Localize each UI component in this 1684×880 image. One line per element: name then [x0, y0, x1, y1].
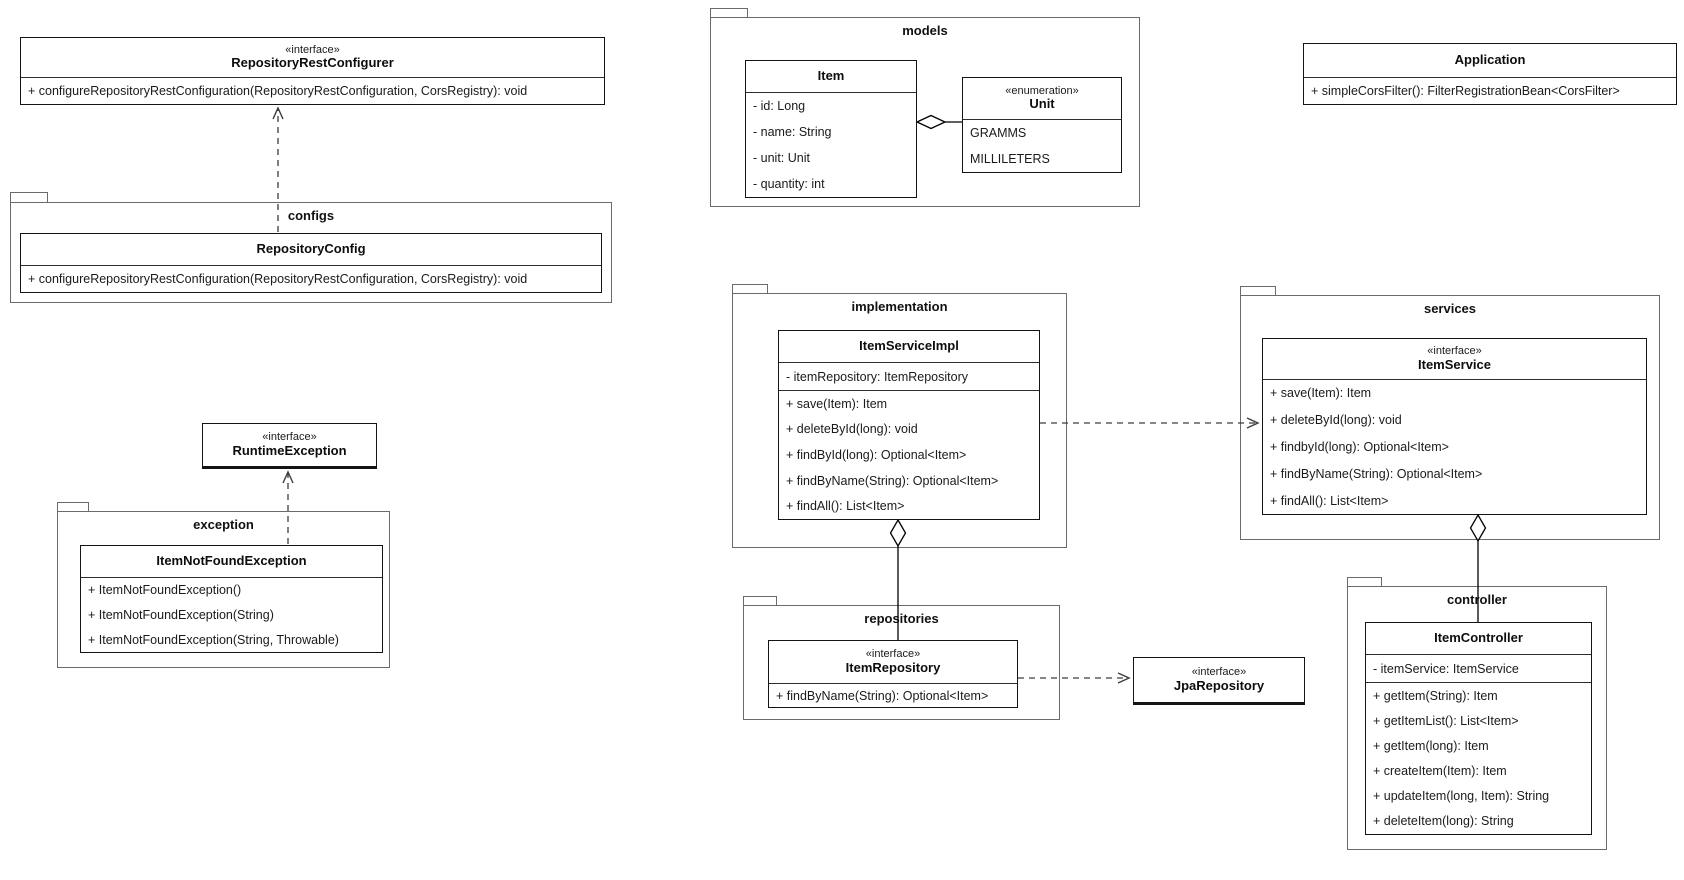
- package-tab-models: [710, 8, 748, 17]
- stereotype-label: «interface»: [262, 431, 317, 444]
- package-tab-services: [1240, 286, 1276, 295]
- attribute-row: - id: Long: [753, 99, 806, 113]
- method-row: + findAll(): List<Item>: [1270, 493, 1389, 508]
- method-row: + simpleCorsFilter(): FilterRegistrationBean<CorsFilter>: [1311, 84, 1620, 98]
- method-row: + getItem(long): Item: [1373, 738, 1489, 753]
- class-name: Application: [1454, 52, 1526, 68]
- class-runtime-exception: [202, 423, 377, 469]
- method-row: + configureRepositoryRestConfiguration(RepositoryRestConfiguration, CorsRegistry): void: [28, 84, 528, 98]
- method-row: + getItemList(): List<Item>: [1373, 713, 1519, 728]
- class-header: [769, 641, 1017, 683]
- class-header: [1263, 339, 1646, 379]
- class-item-controller: [1365, 622, 1592, 835]
- method-row: + ItemNotFoundException(): [88, 583, 242, 598]
- class-header: [1134, 658, 1304, 702]
- class-repository-config: [20, 233, 602, 293]
- class-name: ItemNotFoundException: [156, 553, 307, 569]
- class-header: [1304, 44, 1676, 77]
- attribute-row: - itemRepository: ItemRepository: [786, 369, 969, 384]
- class-item-not-found-exception: [80, 545, 383, 653]
- method-row: + ItemNotFoundException(String, Throwable): [88, 632, 339, 647]
- class-item: [745, 60, 917, 198]
- method-row: + getItem(String): Item: [1373, 688, 1498, 703]
- package-tab-configs: [10, 192, 48, 202]
- stereotype-label: «interface»: [285, 43, 340, 56]
- package-label: models: [902, 23, 948, 38]
- class-header: [746, 61, 916, 92]
- class-header: [779, 331, 1039, 362]
- method-row: + findByName(String): Optional<Item>: [786, 473, 999, 488]
- stereotype-label: «enumeration»: [1005, 84, 1079, 97]
- method-row: + findbyId(long): Optional<Item>: [1270, 439, 1449, 454]
- class-repository-rest-configurer: [20, 37, 605, 105]
- method-row: + ItemNotFoundException(String): [88, 608, 274, 622]
- class-header: [1366, 623, 1591, 654]
- package-tab-exception: [57, 502, 89, 511]
- interface-jpa-repository: [1133, 657, 1305, 705]
- method-row: + configureRepositoryRestConfiguration(RepositoryRestConfiguration, CorsRegistry): void: [28, 272, 528, 286]
- class-name: Unit: [1029, 96, 1055, 112]
- package-label: repositories: [864, 611, 939, 626]
- package-label: implementation: [851, 299, 948, 314]
- method-row: + deleteItem(long): String: [1373, 814, 1514, 829]
- enum-value-row: GRAMMS: [970, 126, 1027, 140]
- package-label: configs: [287, 208, 335, 223]
- method-row: + deleteById(long): void: [1270, 413, 1402, 428]
- class-name: RuntimeException: [232, 442, 347, 458]
- attribute-row: - quantity: int: [753, 177, 825, 191]
- class-item-service-impl: [778, 330, 1040, 520]
- attribute-row: - name: String: [753, 125, 832, 139]
- package-label: services: [1423, 301, 1477, 316]
- package-tab-implementation: [732, 284, 768, 293]
- class-name: ItemController: [1434, 630, 1523, 646]
- class-application: [1303, 43, 1677, 105]
- class-name: RepositoryRestConfigurer: [231, 55, 394, 71]
- method-row: + save(Item): Item: [786, 396, 888, 411]
- attribute-row: - unit: Unit: [753, 151, 810, 165]
- enum-value-row: MILLILETERS: [970, 152, 1050, 166]
- class-name: ItemServiceImpl: [859, 338, 959, 354]
- method-row: + findAll(): List<Item>: [786, 499, 905, 514]
- method-row: + findById(long): Optional<Item>: [786, 447, 967, 462]
- class-header: [21, 38, 604, 77]
- attribute-row: - itemService: ItemService: [1373, 661, 1519, 676]
- method-row: + deleteById(long): void: [786, 422, 918, 437]
- enum-unit: [962, 77, 1122, 173]
- class-header: [963, 78, 1121, 119]
- class-name: ItemService: [1418, 356, 1491, 372]
- method-row: + updateItem(long, Item): String: [1373, 789, 1550, 804]
- class-header: [21, 234, 601, 265]
- stereotype-label: «interface»: [1191, 666, 1247, 679]
- package-tab-repositories: [743, 596, 777, 605]
- class-header: [81, 546, 382, 577]
- method-row: + createItem(Item): Item: [1373, 764, 1507, 779]
- package-label: controller: [1447, 592, 1507, 607]
- stereotype-label: «interface»: [1427, 345, 1482, 358]
- method-row: + save(Item): Item: [1270, 386, 1372, 401]
- class-name: ItemRepository: [845, 659, 941, 675]
- method-row: + findByName(String): Optional<Item>: [776, 688, 989, 703]
- interface-item-service: [1262, 338, 1647, 515]
- package-tab-controller: [1347, 577, 1382, 586]
- stereotype-label: «interface»: [865, 648, 921, 661]
- class-name: Item: [817, 68, 845, 84]
- method-row: + findByName(String): Optional<Item>: [1270, 466, 1483, 481]
- package-label: exception: [193, 517, 254, 532]
- class-name: JpaRepository: [1173, 677, 1265, 693]
- class-name: RepositoryConfig: [256, 241, 366, 257]
- class-header: [203, 424, 376, 466]
- interface-item-repository: [768, 640, 1018, 708]
